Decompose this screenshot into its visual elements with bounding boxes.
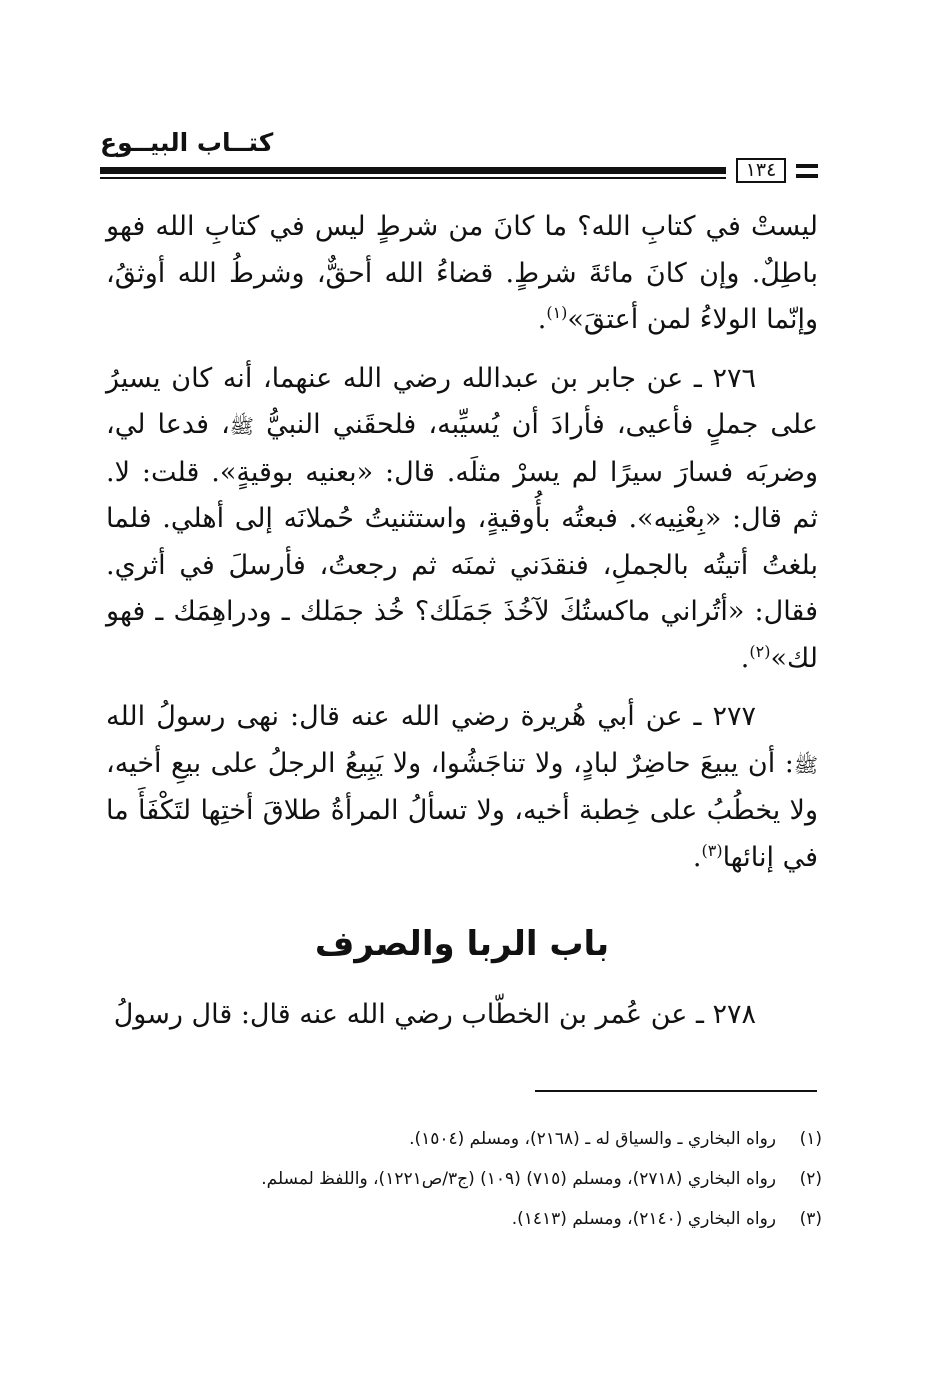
footnote-number: (١) [799, 1129, 822, 1149]
header-rule-thick [100, 167, 726, 174]
footnote-3 [106, 1204, 822, 1235]
footnotes [106, 1124, 822, 1244]
footnote-reference: (٣) [701, 840, 723, 860]
page-number: ١٣٤ [736, 158, 786, 183]
paragraph-end: . [537, 304, 547, 335]
hadith-text: ٢٧٦ ـ عن جابر بن عبدالله رضي الله عنهما، أنه كان يسيرُ على جملٍ فأعيى، فأرادَ أن يُسيِّبه، فلحقَني النبيُّ [106, 362, 818, 440]
hadith-277 [106, 694, 818, 881]
header-rule-thin [100, 177, 726, 179]
footnote-reference: (٢) [749, 641, 771, 661]
footnote-separator [535, 1090, 817, 1092]
header-dash-mark [796, 174, 818, 178]
footnote-1 [106, 1124, 822, 1155]
salawat-symbol: ﷺ [793, 752, 818, 777]
paragraph-end: . [692, 841, 702, 873]
section-heading: باب الربا والصرف [314, 924, 610, 964]
paragraph-end: . [740, 642, 750, 674]
footnote-text: رواه البخاري (٢١٤٠)، ومسلم (١٤١٣). [511, 1209, 776, 1229]
continuation-paragraph [106, 204, 818, 344]
running-header-title: كتــاب البيــوع [100, 128, 274, 157]
hadith-276 [106, 356, 818, 683]
footnote-reference: (١) [546, 303, 568, 322]
hadith-text: ٢٧٧ ـ عن أبي هُريرة رضي الله عنه قال: نهى رسولُ الله [106, 701, 756, 732]
header-dash-mark [796, 164, 818, 168]
footnote-number: (٢) [799, 1169, 822, 1189]
page-body [106, 204, 818, 881]
footnote-2 [106, 1164, 822, 1195]
hadith-text: ، فدعا لي، وضربَه فسارَ سيرًا لم يسرْ مثلَه. قال: «بعنيه بوقيةٍ». قلت: لا. ثم قال: «بِعْنِيه». فبعتُه بأُوقيةٍ، واستثنيتُ حُملانَه إلى أهلي. فلما بلغتُ أتيتُه بالجملِ، فنقدَني ثمنَه ثم رجعتُ، فأرسلَ في أثري. فقال: «أتُراني ماكستُكَ لآخُذَ جَمَلَك؟ خُذ جمَلك ـ ودراهِمَك ـ فهو لك» [106, 409, 818, 674]
hadith-278: ٢٧٨ ـ عن عُمر بن الخطّاب رضي الله عنه قال: قال رسولُ [113, 999, 756, 1030]
footnote-number: (٣) [799, 1209, 822, 1229]
footnote-text: رواه البخاري ـ والسياق له ـ (٢١٦٨)، ومسلم (١٥٠٤). [409, 1129, 776, 1149]
continuation-text: ليستْ في كتابِ الله؟ ما كانَ من شرطٍ ليس في كتابِ الله فهو باطِلٌ. وإن كانَ مائةَ شرطٍ. قضاءُ الله أحقٌّ، وشرطُ الله أوثقُ، وإنّما الولاءُ لمن أعتقَ» [106, 211, 818, 335]
salawat-symbol: ﷺ [229, 414, 254, 438]
footnote-text: رواه البخاري (٢٧١٨)، ومسلم (٧١٥) (١٠٩) (ج٣/ص١٢٢١)، واللفظ لمسلم. [261, 1169, 776, 1189]
hadith-text: : أن يبيعَ حاضِرٌ لبادٍ، ولا تناجَشُوا، ولا يَبِيعُ الرجلُ على بيعِ أخيه، ولا يخطُبُ على خِطبة أخيه، ولا تسألُ المرأةُ طلاقَ أختِها لتَكْفَأَ ما في إنائها [106, 747, 818, 873]
